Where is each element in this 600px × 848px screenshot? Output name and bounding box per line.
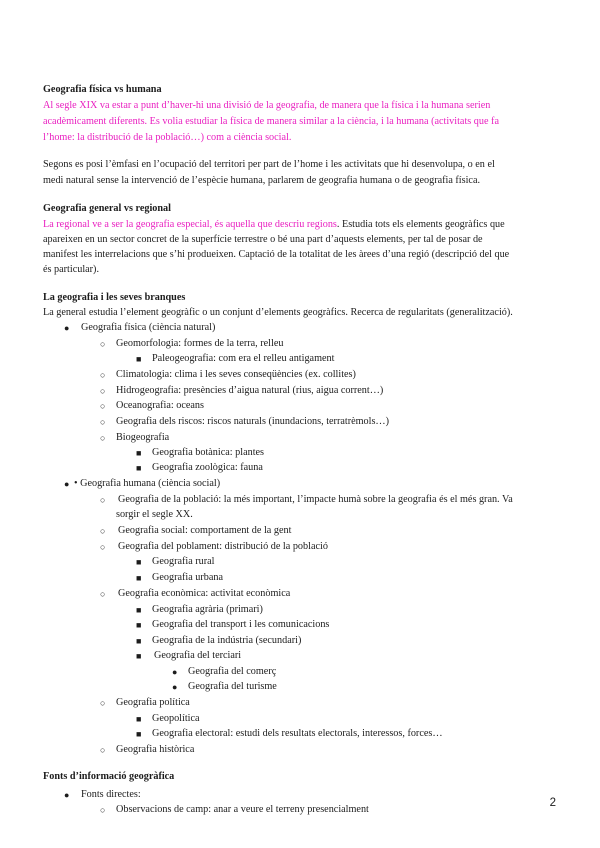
square-bullet: ■ [136,463,142,473]
disc-bullet: ● [64,479,70,489]
circle-bullet: ○ [100,386,106,396]
paragraph-line: Segons es posi l’èmfasi en l’ocupació del territori per part de l’home i les activitats que hi desenvolupa, o en el [43,159,495,170]
paragraph-line [43,217,505,233]
square-bullet: ■ [136,605,142,615]
list-item: Geografia de la indústria (secundari) [152,635,302,646]
list-item: Oceanografia: oceans [116,400,204,411]
circle-bullet: ○ [100,526,106,536]
list-item: Geografia històrica [116,744,195,755]
paragraph-line: apareixen en un sector concret de la superfície terrestre o bé una part d’aquests elements, per tal de posar de [43,234,483,245]
square-bullet: ■ [136,729,142,739]
circle-bullet: ○ [100,495,106,505]
list-item: Geografia electoral: estudi dels resultats electorals, interessos, forces… [152,728,443,739]
square-bullet: ■ [136,636,142,646]
list-item: Geografia rural [152,556,215,567]
list-item: Geopolítica [152,713,200,724]
paragraph-line: medi natural sense la intervenció de l’espècie humana, parlarem de geografia humana o de geografia física. [43,175,481,186]
list-item: Geografia social: comportament de la gent [118,525,292,536]
disc-bullet: ● [172,667,178,677]
list-item: Observacions de camp: anar a veure el terreny presencialment [116,804,369,815]
list-item-continuation: sorgir el segle XX. [116,509,193,520]
list-item: Geografia de la població: la més important, l’impacte humà sobre la geografia és el més gran. Va [118,494,513,505]
list-item: Geografia dels riscos: riscos naturals (inundacions, terratrèmols…) [116,416,389,427]
square-bullet: ■ [136,651,142,661]
heading-fonts: Fonts d’informació geogràfica [43,771,175,782]
disc-bullet: ● [172,682,178,692]
page-number: 2 [549,797,556,809]
list-item: Biogeografia [116,432,170,443]
square-bullet: ■ [136,714,142,724]
circle-bullet: ○ [100,542,106,552]
list-item: Geografia econòmica: activitat econòmica [118,588,291,599]
highlight-line: l’home: la distribució de la població…) com a ciència social. [43,132,292,143]
list-item: Hidrogeografia: presències d’aigua natural (rius, aigua corrent…) [116,385,384,396]
heading-branques: La geografia i les seves branques [43,292,186,303]
highlight-line: acadèmicament diferents. Es volia estudiar la física de manera similar a la ciència, i la humana (activitats que fa [43,116,499,127]
list-item: Geografia urbana [152,572,223,583]
list-item: Geografia botànica: plantes [152,447,265,458]
disc-bullet: ● [64,790,70,800]
disc-bullet: ● [64,323,70,333]
square-bullet: ■ [136,354,142,364]
list-item: Geomorfologia: formes de la terra, relleu [116,338,284,349]
heading-general-regional: Geografia general vs regional [43,203,171,214]
highlight-line: Al segle XIX va estar a punt d’haver-hi una divisió de la geografia, de manera que la física i la humana serien [43,100,491,111]
circle-bullet: ○ [100,339,106,349]
circle-bullet: ○ [100,805,106,815]
list-item: Paleogeografia: com era el relleu antigament [152,353,335,364]
list-item: Fonts directes: [81,789,141,800]
heading-fisica-humana: Geografia física vs humana [43,84,162,95]
list-item: Geografia política [116,697,190,708]
square-bullet: ■ [136,448,142,458]
paragraph-line: és particular). [43,264,100,275]
list-item: Geografia física (ciència natural) [81,322,216,333]
list-item: Geografia del transport i les comunicacions [152,619,330,630]
circle-bullet: ○ [100,589,106,599]
list-item: Geografia del comerç [188,666,277,677]
list-item: Geografia del terciari [154,650,242,661]
highlight-text: La regional ve a ser la geografia especial, és aquella que descriu regions [43,219,337,230]
circle-bullet: ○ [100,433,106,443]
square-bullet: ■ [136,557,142,567]
list-item: Geografia agrària (primari) [152,604,263,615]
square-bullet: ■ [136,620,142,630]
circle-bullet: ○ [100,417,106,427]
paragraph-text: . Estudia tots els elements geogràfics que [336,219,505,230]
circle-bullet: ○ [100,698,106,708]
circle-bullet: ○ [100,401,106,411]
list-item: Geografia del turisme [188,681,277,692]
paragraph-line: manifest les interrelacions que s’hi produeixen. Captació de la totalitat de les àrees d’una regió (descripció del que [43,249,510,260]
list-item: Geografia zoològica: fauna [152,462,263,473]
list-item: Geografia del poblament: distribució de la població [118,541,328,552]
circle-bullet: ○ [100,370,106,380]
list-item: • Geografia humana (ciència social) [74,478,221,489]
circle-bullet: ○ [100,745,106,755]
paragraph-line: La general estudia l’element geogràfic o un conjunt d’elements geogràfics. Recerca de regularitats (generalització). [43,307,513,318]
list-item: Climatologia: clima i les seves conseqüències (ex. collites) [116,369,356,380]
square-bullet: ■ [136,573,142,583]
